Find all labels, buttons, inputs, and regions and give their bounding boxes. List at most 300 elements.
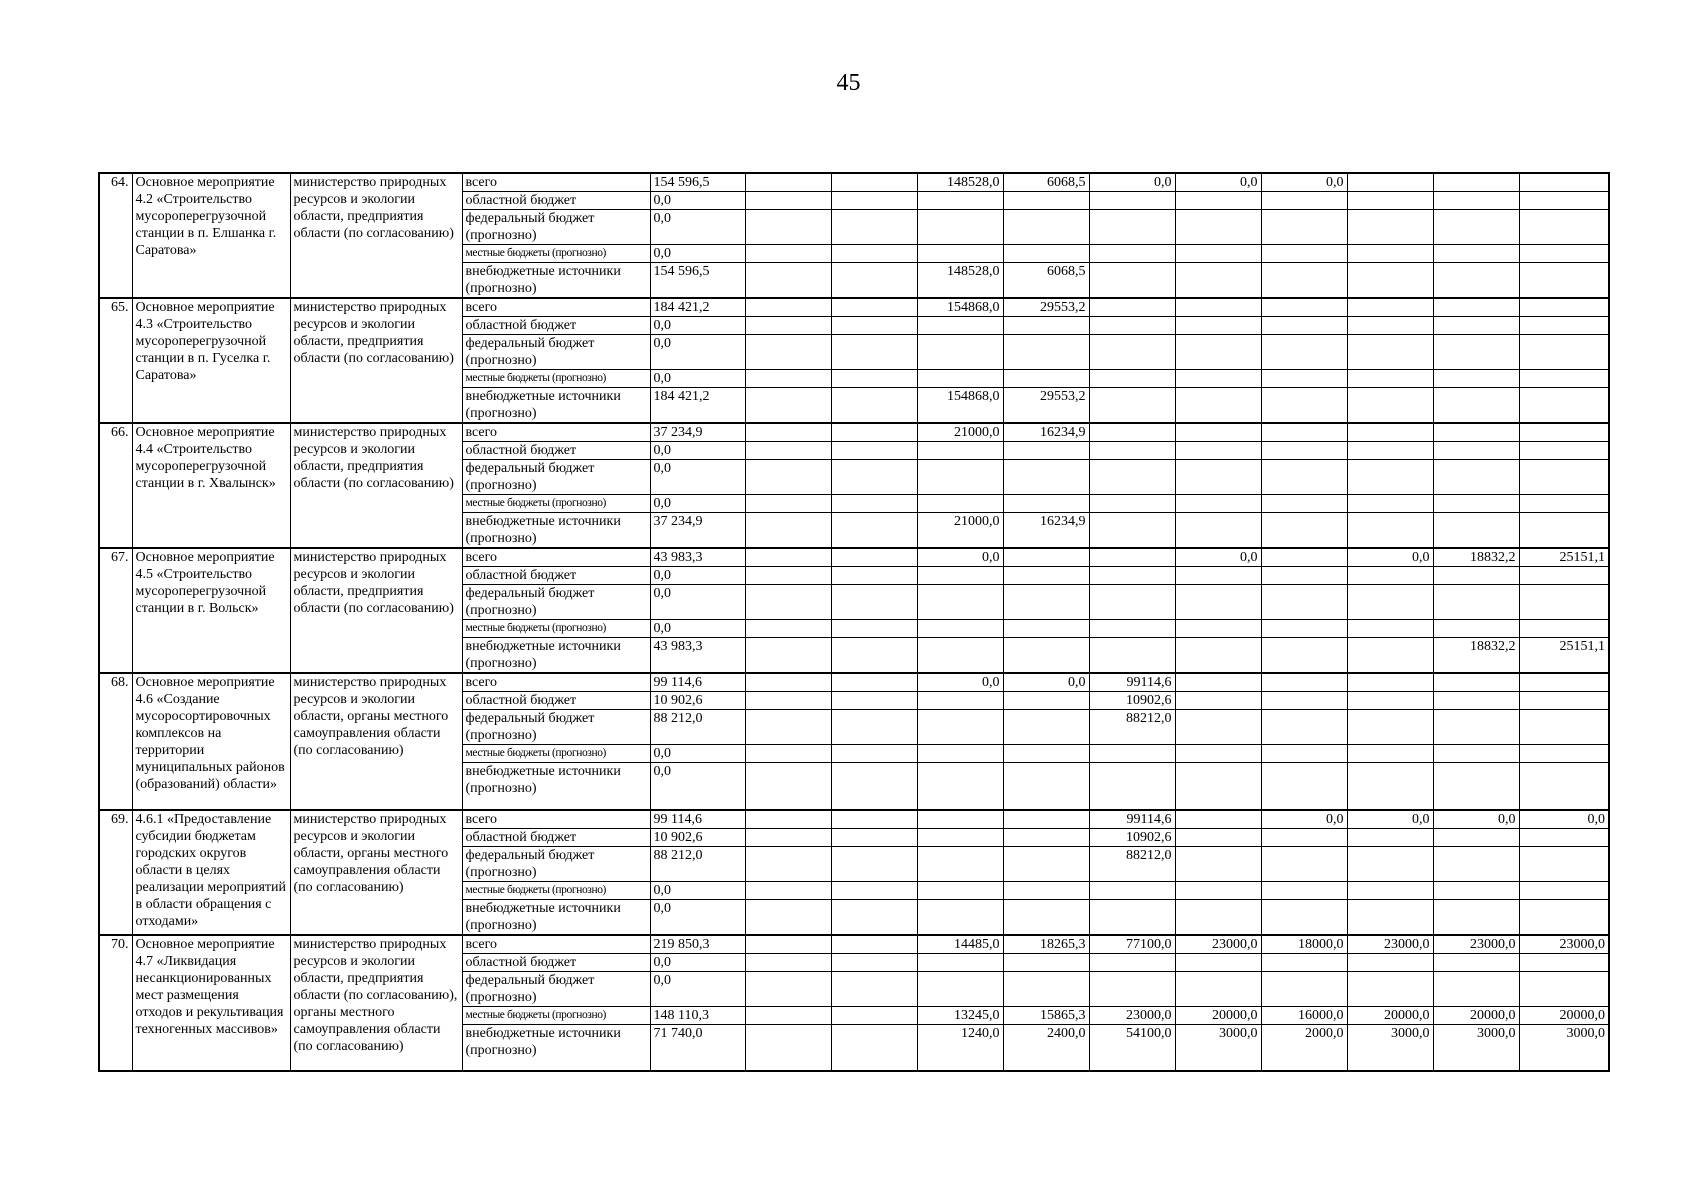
year-amount	[1433, 567, 1519, 585]
year-amount	[1519, 298, 1609, 317]
year-amount	[1519, 953, 1609, 971]
funding-source: внебюджетные источники (прогнозно)	[462, 513, 650, 549]
executor: министерство природных ресурсов и экологии области, предприятия области (по согласованию)	[290, 548, 462, 673]
year-amount	[1261, 388, 1347, 424]
year-amount: 0,0	[1003, 673, 1089, 692]
table-row	[99, 423, 1609, 442]
year-amount	[1175, 846, 1261, 881]
year-amount: 21000,0	[917, 513, 1003, 549]
year-amount: 16234,9	[1003, 423, 1089, 442]
year-amount: 23000,0	[1089, 1006, 1175, 1024]
year-amount	[1347, 585, 1433, 620]
year-amount	[1175, 710, 1261, 745]
year-amount	[1003, 585, 1089, 620]
year-amount: 18832,2	[1433, 638, 1519, 674]
year-amount	[1519, 763, 1609, 810]
total-amount: 0,0	[650, 881, 745, 899]
total-amount: 88 212,0	[650, 846, 745, 881]
year-amount	[831, 513, 917, 549]
year-amount	[1347, 899, 1433, 935]
budget-table	[98, 172, 1610, 1072]
total-amount: 43 983,3	[650, 548, 745, 567]
year-amount	[1347, 442, 1433, 460]
year-amount	[1175, 513, 1261, 549]
funding-source: местные бюджеты (прогнозно)	[462, 370, 650, 388]
funding-source: всего	[462, 423, 650, 442]
table-row	[99, 935, 1609, 954]
year-amount	[1003, 548, 1089, 567]
year-amount: 15865,3	[1003, 1006, 1089, 1024]
year-amount: 0,0	[1261, 810, 1347, 829]
year-amount	[745, 460, 831, 495]
row-number: 68.	[99, 673, 132, 810]
year-amount	[745, 692, 831, 710]
year-amount	[1089, 245, 1175, 263]
year-amount	[1175, 567, 1261, 585]
year-amount	[1175, 881, 1261, 899]
total-amount: 0,0	[650, 763, 745, 810]
year-amount	[917, 317, 1003, 335]
year-amount: 88212,0	[1089, 710, 1175, 745]
year-amount	[1347, 881, 1433, 899]
year-amount	[1175, 335, 1261, 370]
year-amount	[1175, 953, 1261, 971]
year-amount: 14485,0	[917, 935, 1003, 954]
year-amount	[1519, 495, 1609, 513]
row-number: 66.	[99, 423, 132, 548]
total-amount: 0,0	[650, 192, 745, 210]
funding-source: всего	[462, 298, 650, 317]
year-amount	[1003, 370, 1089, 388]
funding-source: всего	[462, 548, 650, 567]
year-amount	[745, 620, 831, 638]
year-amount: 0,0	[1175, 548, 1261, 567]
year-amount: 3000,0	[1347, 1024, 1433, 1071]
year-amount: 18832,2	[1433, 548, 1519, 567]
year-amount	[1519, 423, 1609, 442]
total-amount: 37 234,9	[650, 423, 745, 442]
year-amount	[831, 210, 917, 245]
funding-source: федеральный бюджет (прогнозно)	[462, 210, 650, 245]
row-number: 67.	[99, 548, 132, 673]
year-amount: 23000,0	[1519, 935, 1609, 954]
row-number: 65.	[99, 298, 132, 423]
year-amount	[1261, 620, 1347, 638]
year-amount: 23000,0	[1347, 935, 1433, 954]
total-amount: 0,0	[650, 370, 745, 388]
year-amount: 3000,0	[1519, 1024, 1609, 1071]
funding-source: областной бюджет	[462, 692, 650, 710]
year-amount	[917, 763, 1003, 810]
year-amount	[1003, 745, 1089, 763]
year-amount	[1261, 335, 1347, 370]
year-amount	[1003, 495, 1089, 513]
year-amount	[1519, 245, 1609, 263]
total-amount: 10 902,6	[650, 828, 745, 846]
year-amount	[917, 245, 1003, 263]
year-amount	[1089, 513, 1175, 549]
year-amount	[831, 846, 917, 881]
year-amount	[745, 710, 831, 745]
year-amount	[1433, 710, 1519, 745]
year-amount	[745, 810, 831, 829]
year-amount	[917, 810, 1003, 829]
year-amount	[831, 810, 917, 829]
year-amount	[1003, 828, 1089, 846]
total-amount: 10 902,6	[650, 692, 745, 710]
year-amount: 0,0	[917, 548, 1003, 567]
year-amount	[917, 335, 1003, 370]
year-amount: 25151,1	[1519, 548, 1609, 567]
year-amount: 88212,0	[1089, 846, 1175, 881]
year-amount	[745, 173, 831, 192]
total-amount: 0,0	[650, 899, 745, 935]
year-amount	[1519, 846, 1609, 881]
year-amount	[1261, 263, 1347, 299]
funding-source: местные бюджеты (прогнозно)	[462, 620, 650, 638]
year-amount	[1003, 846, 1089, 881]
year-amount	[1175, 495, 1261, 513]
year-amount	[1347, 298, 1433, 317]
year-amount	[1175, 460, 1261, 495]
year-amount	[1175, 745, 1261, 763]
funding-source: местные бюджеты (прогнозно)	[462, 881, 650, 899]
year-amount	[1261, 567, 1347, 585]
year-amount: 2400,0	[1003, 1024, 1089, 1071]
total-amount: 0,0	[650, 620, 745, 638]
year-amount	[1261, 423, 1347, 442]
table-row	[99, 548, 1609, 567]
year-amount	[1089, 388, 1175, 424]
funding-source: федеральный бюджет (прогнозно)	[462, 846, 650, 881]
total-amount: 0,0	[650, 210, 745, 245]
year-amount	[831, 899, 917, 935]
year-amount	[1261, 745, 1347, 763]
year-amount	[1261, 495, 1347, 513]
year-amount: 154868,0	[917, 298, 1003, 317]
year-amount	[1261, 298, 1347, 317]
year-amount	[831, 192, 917, 210]
year-amount	[745, 263, 831, 299]
total-amount: 71 740,0	[650, 1024, 745, 1071]
year-amount	[1003, 335, 1089, 370]
year-amount	[1261, 442, 1347, 460]
year-amount	[1175, 673, 1261, 692]
year-amount	[745, 745, 831, 763]
funding-source: местные бюджеты (прогнозно)	[462, 745, 650, 763]
year-amount	[745, 828, 831, 846]
year-amount	[1347, 673, 1433, 692]
total-amount: 37 234,9	[650, 513, 745, 549]
year-amount	[1347, 763, 1433, 810]
year-amount	[1261, 763, 1347, 810]
year-amount	[1089, 763, 1175, 810]
year-amount	[1089, 899, 1175, 935]
year-amount	[745, 673, 831, 692]
year-amount	[831, 881, 917, 899]
year-amount	[1433, 442, 1519, 460]
year-amount	[831, 763, 917, 810]
year-amount	[1519, 192, 1609, 210]
year-amount: 29553,2	[1003, 298, 1089, 317]
year-amount	[1261, 971, 1347, 1006]
year-amount	[1261, 673, 1347, 692]
year-amount	[831, 317, 917, 335]
year-amount	[1175, 971, 1261, 1006]
year-amount	[917, 567, 1003, 585]
year-amount	[831, 1024, 917, 1071]
row-number: 64.	[99, 173, 132, 298]
year-amount	[1089, 192, 1175, 210]
measure-name: Основное мероприятие 4.6 «Создание мусоросортировочных комплексов на территории муниципальных районов (образований) области»	[132, 673, 290, 810]
year-amount	[1089, 971, 1175, 1006]
year-amount	[1347, 953, 1433, 971]
year-amount: 0,0	[917, 673, 1003, 692]
year-amount	[917, 192, 1003, 210]
total-amount: 99 114,6	[650, 810, 745, 829]
year-amount: 18000,0	[1261, 935, 1347, 954]
year-amount	[1261, 692, 1347, 710]
year-amount	[1433, 460, 1519, 495]
total-amount: 184 421,2	[650, 388, 745, 424]
funding-source: местные бюджеты (прогнозно)	[462, 245, 650, 263]
budget-table-body	[99, 173, 1609, 1071]
year-amount	[1433, 846, 1519, 881]
year-amount	[1175, 763, 1261, 810]
year-amount	[1003, 692, 1089, 710]
year-amount	[1089, 210, 1175, 245]
year-amount	[1003, 442, 1089, 460]
funding-source: федеральный бюджет (прогнозно)	[462, 585, 650, 620]
row-number: 70.	[99, 935, 132, 1072]
year-amount	[1003, 899, 1089, 935]
year-amount	[917, 745, 1003, 763]
year-amount	[1519, 173, 1609, 192]
year-amount	[1433, 899, 1519, 935]
year-amount: 0,0	[1261, 173, 1347, 192]
year-amount	[1433, 263, 1519, 299]
year-amount: 10902,6	[1089, 828, 1175, 846]
funding-source: местные бюджеты (прогнозно)	[462, 495, 650, 513]
year-amount	[1347, 971, 1433, 1006]
year-amount	[1519, 210, 1609, 245]
year-amount	[745, 548, 831, 567]
year-amount	[1261, 317, 1347, 335]
year-amount	[831, 971, 917, 1006]
year-amount	[1261, 513, 1347, 549]
year-amount	[1003, 953, 1089, 971]
year-amount	[745, 1006, 831, 1024]
year-amount	[917, 899, 1003, 935]
year-amount	[1519, 692, 1609, 710]
year-amount: 6068,5	[1003, 263, 1089, 299]
year-amount	[1433, 388, 1519, 424]
year-amount	[1347, 370, 1433, 388]
year-amount	[1347, 210, 1433, 245]
year-amount: 25151,1	[1519, 638, 1609, 674]
measure-name: Основное мероприятие 4.4 «Строительство мусороперегрузочной станции в г. Хвалынск»	[132, 423, 290, 548]
year-amount	[917, 495, 1003, 513]
year-amount	[745, 370, 831, 388]
year-amount	[831, 828, 917, 846]
year-amount	[1175, 810, 1261, 829]
table-row	[99, 298, 1609, 317]
funding-source: внебюджетные источники (прогнозно)	[462, 899, 650, 935]
year-amount	[831, 335, 917, 370]
funding-source: областной бюджет	[462, 953, 650, 971]
year-amount: 0,0	[1347, 810, 1433, 829]
year-amount	[917, 442, 1003, 460]
year-amount	[1003, 763, 1089, 810]
year-amount	[1519, 388, 1609, 424]
funding-source: внебюджетные источники (прогнозно)	[462, 263, 650, 299]
year-amount	[1433, 210, 1519, 245]
year-amount	[917, 460, 1003, 495]
year-amount	[1519, 335, 1609, 370]
year-amount	[1519, 710, 1609, 745]
year-amount	[1003, 317, 1089, 335]
measure-name: 4.6.1 «Предоставление субсидии бюджетам городских округов области в целях реализации мероприятий в области обращения с отходами»	[132, 810, 290, 935]
year-amount	[1433, 673, 1519, 692]
year-amount	[1003, 192, 1089, 210]
year-amount	[1519, 442, 1609, 460]
year-amount	[917, 953, 1003, 971]
year-amount	[831, 953, 917, 971]
year-amount	[831, 620, 917, 638]
year-amount	[1089, 442, 1175, 460]
year-amount	[917, 210, 1003, 245]
year-amount	[1433, 585, 1519, 620]
year-amount	[745, 899, 831, 935]
year-amount	[917, 828, 1003, 846]
executor: министерство природных ресурсов и экологии области, предприятия области (по согласованию), органы местного самоуправления области (по согласованию)	[290, 935, 462, 1072]
year-amount: 21000,0	[917, 423, 1003, 442]
year-amount	[745, 317, 831, 335]
year-amount	[831, 745, 917, 763]
year-amount	[1433, 828, 1519, 846]
year-amount	[1089, 585, 1175, 620]
measure-name: Основное мероприятие 4.2 «Строительство мусороперегрузочной станции в п. Елшанка г. Саратова»	[132, 173, 290, 298]
year-amount	[745, 638, 831, 674]
year-amount: 20000,0	[1175, 1006, 1261, 1024]
funding-source: внебюджетные источники (прогнозно)	[462, 638, 650, 674]
year-amount: 16234,9	[1003, 513, 1089, 549]
year-amount	[1347, 513, 1433, 549]
year-amount	[831, 638, 917, 674]
year-amount	[1003, 460, 1089, 495]
total-amount: 0,0	[650, 495, 745, 513]
year-amount	[917, 881, 1003, 899]
year-amount	[1175, 388, 1261, 424]
year-amount	[1175, 899, 1261, 935]
year-amount	[831, 442, 917, 460]
year-amount	[1089, 567, 1175, 585]
executor: министерство природных ресурсов и экологии области, органы местного самоуправления области (по согласованию)	[290, 810, 462, 935]
year-amount: 23000,0	[1433, 935, 1519, 954]
year-amount	[1519, 620, 1609, 638]
year-amount	[1089, 881, 1175, 899]
year-amount	[745, 935, 831, 954]
year-amount	[745, 881, 831, 899]
year-amount	[1433, 335, 1519, 370]
year-amount	[1347, 495, 1433, 513]
year-amount	[1261, 548, 1347, 567]
year-amount	[1519, 460, 1609, 495]
year-amount	[831, 245, 917, 263]
total-amount: 0,0	[650, 335, 745, 370]
funding-source: внебюджетные источники (прогнозно)	[462, 1024, 650, 1071]
year-amount: 0,0	[1347, 548, 1433, 567]
year-amount	[1089, 953, 1175, 971]
year-amount	[1175, 210, 1261, 245]
year-amount	[1175, 585, 1261, 620]
year-amount	[1433, 620, 1519, 638]
year-amount: 0,0	[1089, 173, 1175, 192]
year-amount: 3000,0	[1433, 1024, 1519, 1071]
year-amount	[1433, 513, 1519, 549]
year-amount	[1003, 245, 1089, 263]
year-amount	[917, 692, 1003, 710]
year-amount	[1003, 210, 1089, 245]
year-amount	[745, 335, 831, 370]
table-row	[99, 173, 1609, 192]
year-amount: 20000,0	[1433, 1006, 1519, 1024]
year-amount	[745, 245, 831, 263]
year-amount	[745, 567, 831, 585]
year-amount: 13245,0	[917, 1006, 1003, 1024]
year-amount	[1347, 317, 1433, 335]
year-amount	[831, 495, 917, 513]
funding-source: всего	[462, 935, 650, 954]
year-amount	[831, 585, 917, 620]
year-amount	[1261, 828, 1347, 846]
year-amount	[745, 513, 831, 549]
year-amount	[745, 210, 831, 245]
funding-source: областной бюджет	[462, 192, 650, 210]
year-amount	[1347, 567, 1433, 585]
year-amount	[1347, 620, 1433, 638]
year-amount	[1433, 173, 1519, 192]
year-amount	[1433, 192, 1519, 210]
executor: министерство природных ресурсов и экологии области, предприятия области (по согласованию)	[290, 423, 462, 548]
year-amount	[1347, 423, 1433, 442]
year-amount	[1519, 585, 1609, 620]
year-amount	[1519, 263, 1609, 299]
year-amount	[1519, 899, 1609, 935]
total-amount: 0,0	[650, 317, 745, 335]
total-amount: 154 596,5	[650, 173, 745, 192]
total-amount: 219 850,3	[650, 935, 745, 954]
funding-source: областной бюджет	[462, 567, 650, 585]
year-amount	[1347, 638, 1433, 674]
year-amount	[1175, 620, 1261, 638]
year-amount	[831, 423, 917, 442]
year-amount: 99114,6	[1089, 810, 1175, 829]
year-amount	[1003, 567, 1089, 585]
year-amount	[745, 846, 831, 881]
year-amount	[1175, 423, 1261, 442]
funding-source: областной бюджет	[462, 442, 650, 460]
year-amount	[745, 971, 831, 1006]
year-amount	[1261, 710, 1347, 745]
year-amount	[1347, 745, 1433, 763]
year-amount	[1519, 567, 1609, 585]
year-amount	[1433, 881, 1519, 899]
year-amount: 0,0	[1519, 810, 1609, 829]
year-amount: 148528,0	[917, 263, 1003, 299]
total-amount: 0,0	[650, 745, 745, 763]
year-amount	[1433, 745, 1519, 763]
